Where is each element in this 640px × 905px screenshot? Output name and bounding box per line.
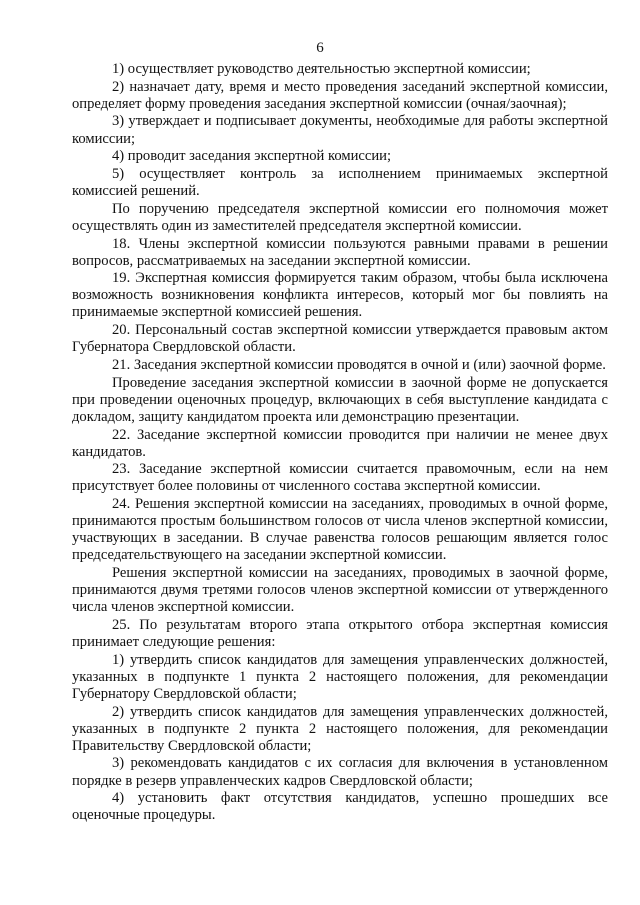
paragraph-14: 24. Решения экспертной комиссии на заседаниях, проводимых в очной форме, принимаются простым большинством голосов от числа членов экспертной комиссии, участвующих в заседании. В случае равенства голосов решающим является голос председательствующего на заседании экспертной комиссии. bbox=[72, 496, 608, 564]
paragraph-16: 25. По результатам второго этапа открытого отбора экспертная комиссия принимает следующие решения: bbox=[72, 616, 608, 650]
paragraph-9: 20. Персональный состав экспертной комиссии утверждается правовым актом Губернатора Свердловской области. bbox=[72, 322, 608, 356]
paragraph-19: 3) рекомендовать кандидатов с их согласия для включения в установленном порядке в резерв управленческих кадров Свердловской области; bbox=[72, 755, 608, 789]
page-number: 6 bbox=[316, 40, 324, 56]
paragraph-5: 5) осуществляет контроль за исполнением принимаемых экспертной комиссией решений. bbox=[72, 165, 608, 200]
paragraph-8: 19. Экспертная комиссия формируется таким образом, чтобы была исключена возможность возникновения конфликта интересов, который мог бы повлиять на принимаемые экспертной комиссией решения. bbox=[72, 270, 608, 321]
paragraph-3: 3) утверждает и подписывает документы, необходимые для работы экспертной комиссии; bbox=[72, 113, 608, 147]
paragraph-12: 22. Заседание экспертной комиссии проводится при наличии не менее двух кандидатов. bbox=[72, 426, 608, 460]
paragraph-7: 18. Члены экспертной комиссии пользуются равными правами в решении вопросов, рассматриваемых на заседании экспертной комиссии. bbox=[72, 235, 608, 269]
paragraph-18: 2) утвердить список кандидатов для замещения управленческих должностей, указанных в подпункте 2 пункта 2 настоящего положения, для рекомендации Правительству Свердловской области; bbox=[72, 703, 608, 754]
paragraph-4: 4) проводит заседания экспертной комиссии; bbox=[112, 148, 392, 165]
paragraph-10: 21. Заседания экспертной комиссии проводятся в очной и (или) заочной форме. bbox=[112, 356, 606, 373]
paragraph-20: 4) установить факт отсутствия кандидатов, успешно прошедших все оценочные процедуры. bbox=[72, 790, 608, 824]
paragraph-1: 1) осуществляет руководство деятельностью экспертной комиссии; bbox=[112, 61, 531, 77]
paragraph-6: По поручению председателя экспертной комиссии его полномочия может осуществлять один из заместителей председателя экспертной комиссии. bbox=[72, 200, 608, 234]
document-body bbox=[72, 61, 608, 825]
paragraph-15: Решения экспертной комиссии на заседаниях, проводимых в заочной форме, принимаются двумя третями голосов членов экспертной комиссии от утвержденного числа членов экспертной комиссии. bbox=[72, 565, 608, 616]
paragraph-11: Проведение заседания экспертной комиссии в заочной форме не допускается при проведении оценочных процедур, включающих в себя выступление кандидата с докладом, защиту кандидатом проекта или демонстрацию презентации. bbox=[72, 374, 608, 425]
paragraph-13: 23. Заседание экспертной комиссии считается правомочным, если на нем присутствует более половины от численного состава экспертной комиссии. bbox=[72, 461, 608, 495]
paragraph-2: 2) назначает дату, время и место проведения заседаний экспертной комиссии, определяет форму проведения заседания экспертной комиссии (очная/заочная); bbox=[72, 78, 608, 112]
paragraph-17: 1) утвердить список кандидатов для замещения управленческих должностей, указанных в подпункте 1 пункта 2 настоящего положения, для рекомендации Губернатору Свердловской области; bbox=[72, 651, 608, 702]
